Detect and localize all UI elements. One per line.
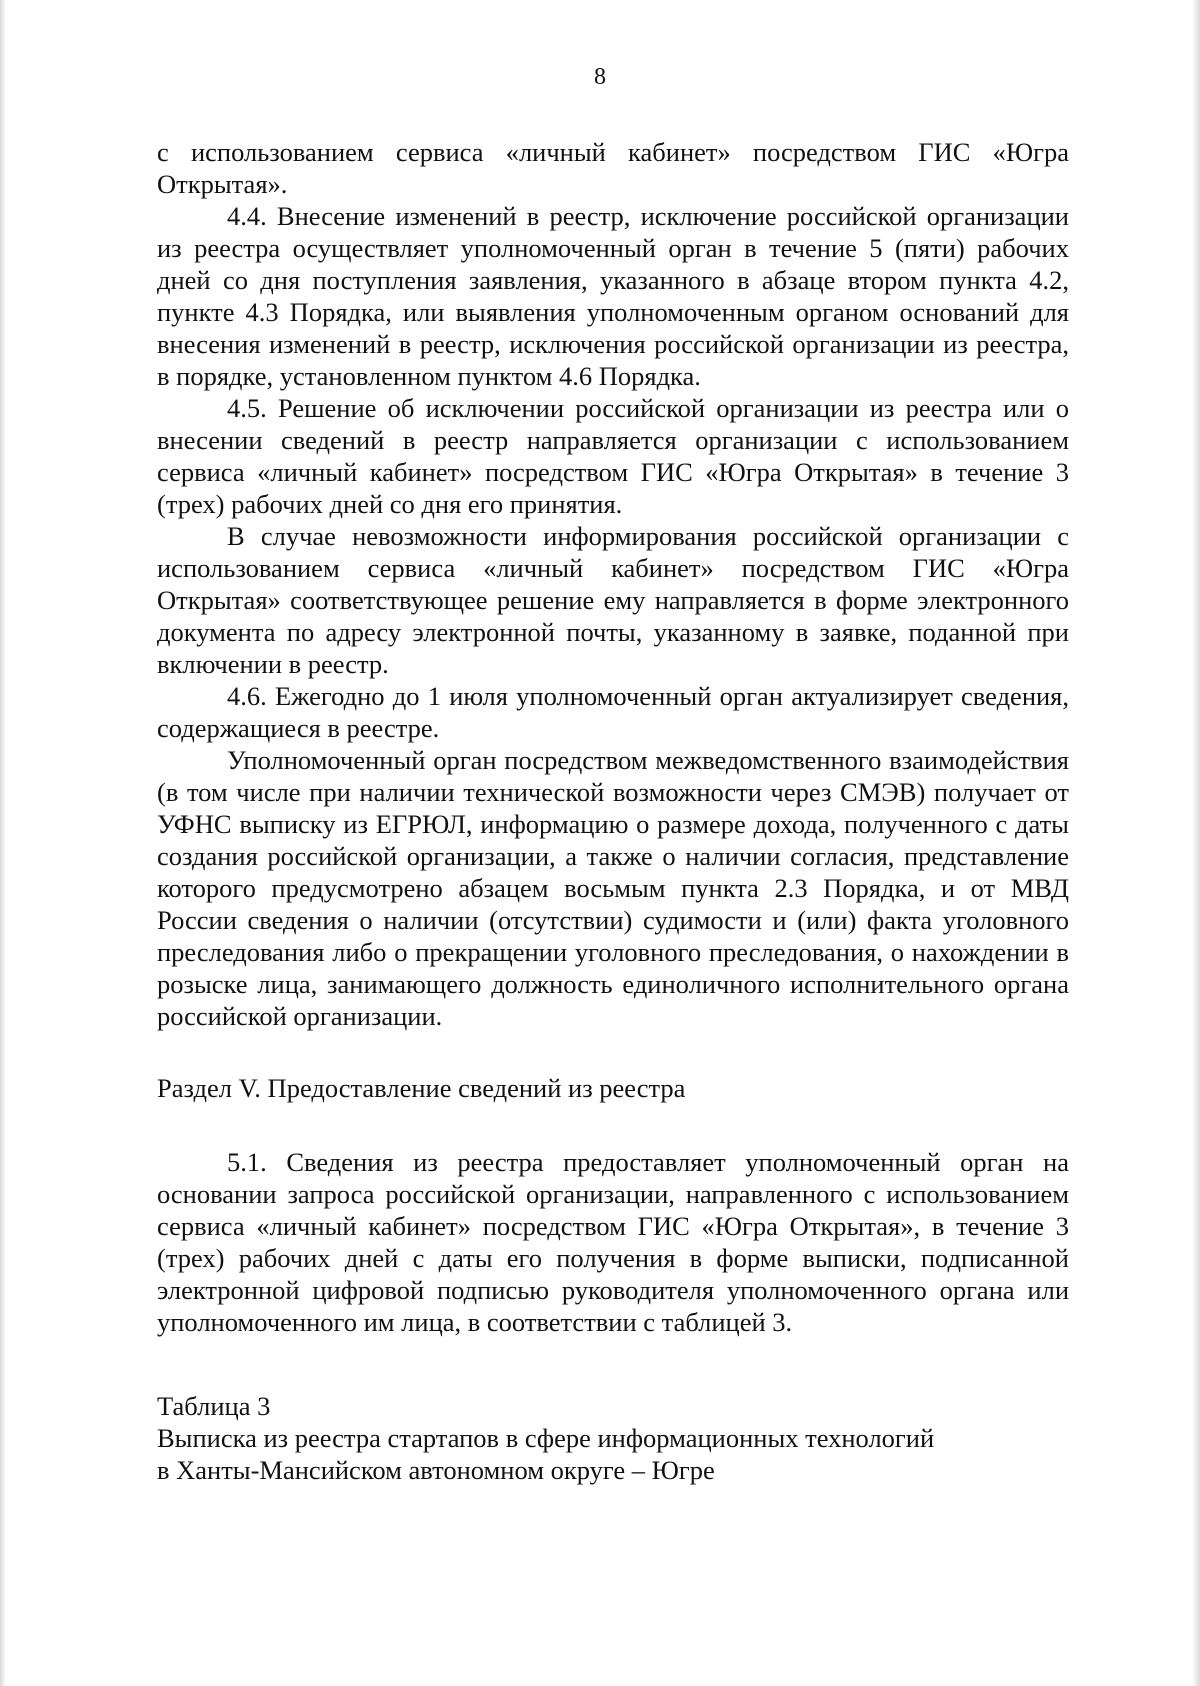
- scan-edge-left: [0, 0, 6, 1686]
- table-caption-line1: Выписка из реестра стартапов в сфере информационных технологий: [157, 1423, 935, 1453]
- paragraph-4-6: 4.6. Ежегодно до 1 июля уполномоченный орган актуализирует сведения, содержащиеся в реестре.: [157, 681, 1069, 743]
- table-caption-line2: в Ханты-Мансийском автономном округе – Югре: [157, 1455, 715, 1485]
- paragraph-4-6-interagency: Уполномоченный орган посредством межведомственного взаимодействия (в том числе при наличии технической возможности через СМЭВ) получает от УФНС выписку из ЕГРЮЛ, информацию о размере дохода, полученного с даты создания российской организации, а также о наличии согласия, представление которого предусмотрено абзацем восьмым пункта 2.3 Порядка, и от МВД России сведения о наличии (отсутствии) судимости и (или) факта уголовного преследования либо о прекращении уголовного преследования, о нахождении в розыске лица, занимающего должность единоличного исполнительного органа российской организации.: [157, 745, 1069, 1031]
- paragraph-4-5-notification: В случае невозможности информирования российской организации с использованием сервиса «личный кабинет» посредством ГИС «Югра Открытая» соответствующее решение ему направляется в форме электронного документа по адресу электронной почты, указанному в заявке, поданной при включении в реестр.: [157, 521, 1069, 679]
- paragraph-5-1: 5.1. Сведения из реестра предоставляет уполномоченный орган на основании запроса российской организации, направленного с использованием сервиса «личный кабинет» посредством ГИС «Югра Открытая», в течение 3 (трех) рабочих дней с даты его получения в форме выписки, подписанной электронной цифровой подписью руководителя уполномоченного органа или уполномоченного им лица, в соответствии с таблицей 3.: [157, 1147, 1069, 1337]
- section-title: Раздел V. Предоставление сведений из реестра: [157, 1073, 686, 1103]
- document-body: [157, 136, 1069, 1486]
- scan-edge-right: [1192, 0, 1200, 1686]
- paragraph-4-5: 4.5. Решение об исключении российской организации из реестра или о внесении сведений в реестр направляется организации с использованием сервиса «личный кабинет» посредством ГИС «Югра Открытая» в течение 3 (трех) рабочих дней со дня его принятия.: [157, 393, 1069, 519]
- page-number: 8: [594, 64, 606, 90]
- paragraph-4-4: 4.4. Внесение изменений в реестр, исключение российской организации из реестра осуществляет уполномоченный орган в течение 5 (пяти) рабочих дней со дня поступления заявления, указанного в абзаце втором пункта 4.2, пункте 4.3 Порядка, или выявления уполномоченным органом оснований для внесения изменений в реестр, исключения российской организации из реестра, в порядке, установленном пунктом 4.6 Порядка.: [157, 201, 1069, 391]
- paragraph-continuation: с использованием сервиса «личный кабинет» посредством ГИС «Югра Открытая».: [157, 137, 1069, 199]
- table-label: Таблица 3: [157, 1391, 271, 1421]
